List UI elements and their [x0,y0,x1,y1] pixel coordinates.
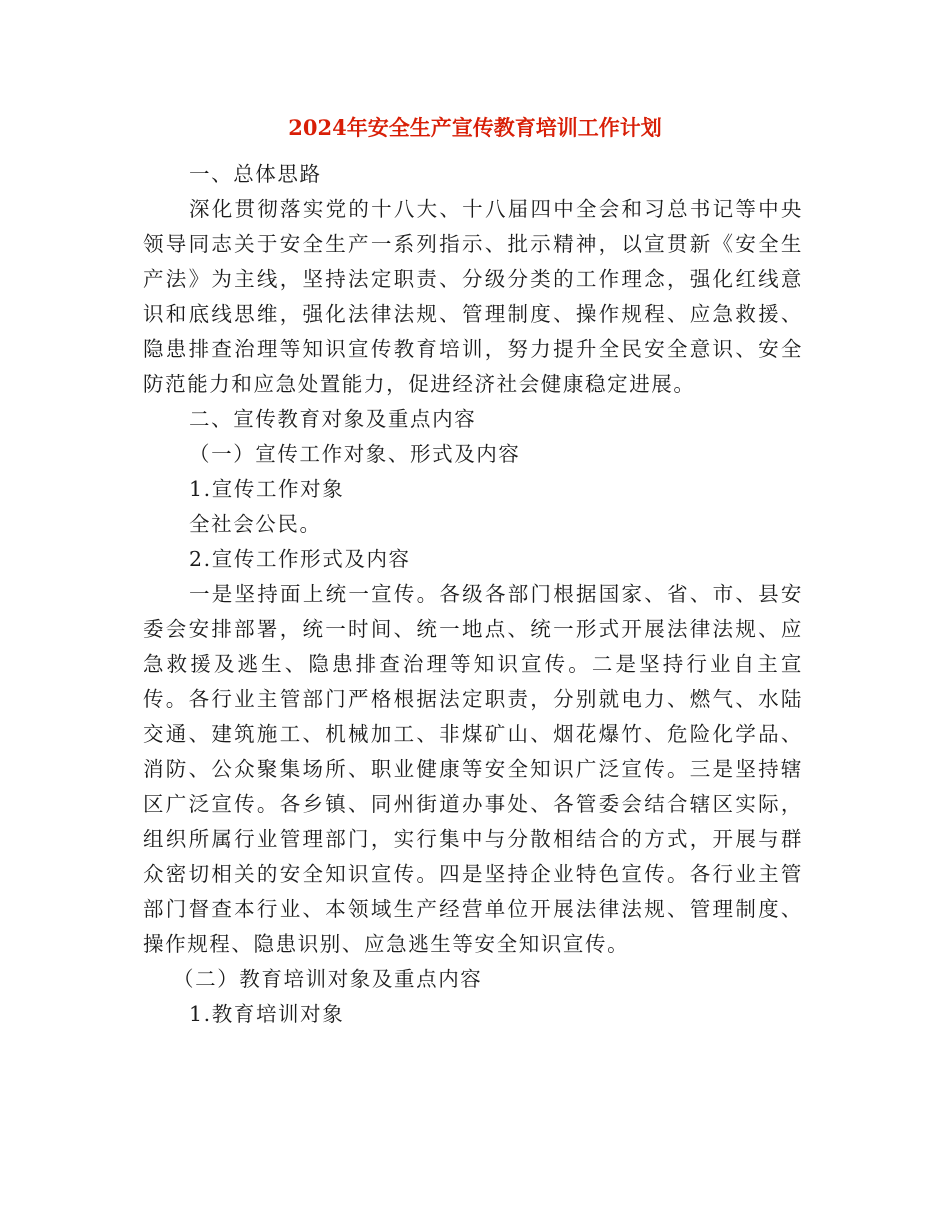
document-title: 2024年安全生产宣传教育培训工作计划 [288,115,662,140]
section-heading-targets-content: 二、宣传教育对象及重点内容 [189,407,477,431]
subsection-heading-training: （二）教育培训对象及重点内容 [173,967,483,991]
item-heading-training-targets: 1.教育培训对象 [189,1002,345,1026]
body-paragraph-overall-approach: 深化贯彻落实党的十八大、十八届四中全会和习总书记等中央领导同志关于安全生产一系列指示、批示精神，以宣贯新《安全生产法》为主线，坚持法定职责、分级分类的工作理念，强化红线意识和底线思维，强化法律法规、管理制度、操作规程、应急救援、隐患排查治理等知识宣传教育培训，努力提升全民安全意识、安全防范能力和应急处置能力，促进经济社会健康稳定进展。 [143,197,803,396]
body-paragraph-all-citizens: 全社会公民。 [189,512,322,536]
section-heading-overall-approach: 一、总体思路 [189,162,322,186]
body-paragraph-publicity-forms: 一是坚持面上统一宣传。各级各部门根据国家、省、市、县安委会安排部署，统一时间、统一地点、统一形式开展法律法规、应急救援及逃生、隐患排查治理等知识宣传。二是坚持行业自主宣传。各行业主管部门严格根据法定职责，分别就电力、燃气、水陆交通、建筑施工、机械加工、非煤矿山、烟花爆竹、危险化学品、消防、公众聚集场所、职业健康等安全知识广泛宣传。三是坚持辖区广泛宣传。各乡镇、同州街道办事处、各管委会结合辖区实际，组织所属行业管理部门，实行集中与分散相结合的方式，开展与群众密切相关的安全知识宣传。四是坚持企业特色宣传。各行业主管部门督查本行业、本领域生产经营单位开展法律法规、管理制度、操作规程、隐患识别、应急逃生等安全知识宣传。 [143,582,803,956]
subsection-heading-publicity: （一）宣传工作对象、形式及内容 [189,442,521,466]
item-heading-publicity-targets: 1.宣传工作对象 [189,477,345,501]
item-heading-publicity-forms: 2.宣传工作形式及内容 [189,547,411,571]
document-body [143,157,803,1032]
